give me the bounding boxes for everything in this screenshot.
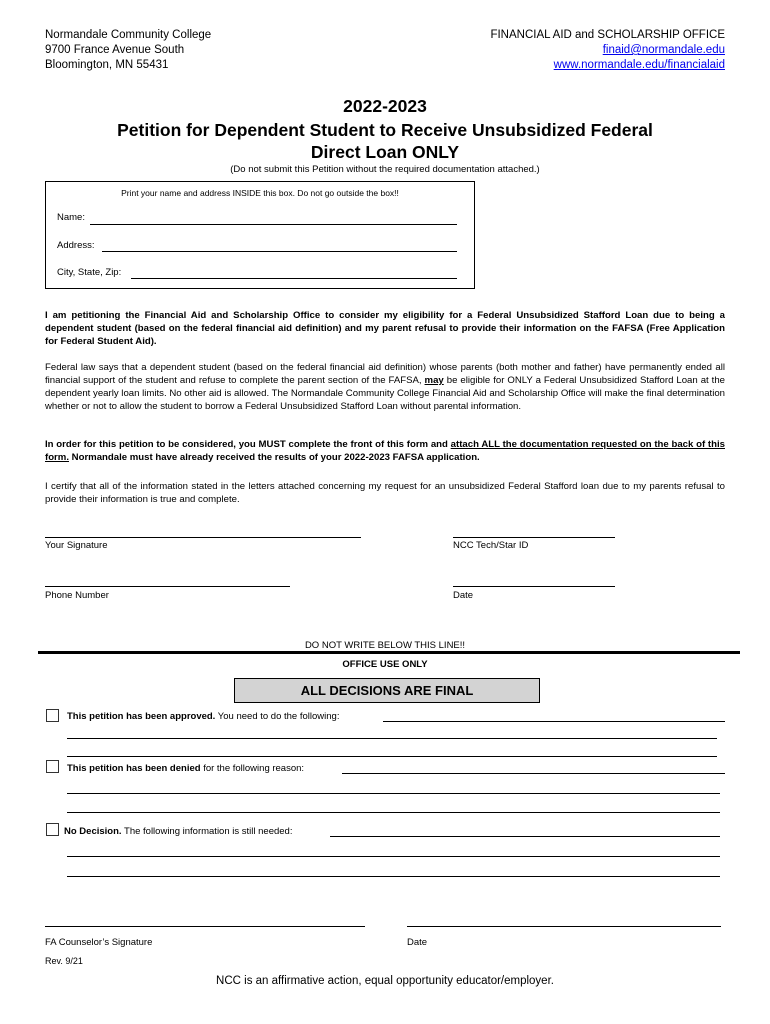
denied-label [67,763,304,774]
your-signature-label: Your Signature [45,540,108,551]
email-link[interactable]: finaid@normandale.edu [602,44,725,56]
certification-statement: I certify that all of the information stated in the letters attached concerning my request for an unsubsidized Federal Stafford loan due to my parents refusal to provide their information is true and complete. [45,481,725,505]
phone-label: Phone Number [45,590,109,601]
date-line[interactable] [453,586,615,587]
approved-line-3[interactable] [67,756,717,757]
college-name: Normandale Community College [45,29,212,41]
no-decision-instruction: The following information is still needed: [124,826,293,837]
name-label: Name: [57,212,85,223]
consideration-paragraph [45,438,725,464]
eeo-statement: NCC is an affirmative action, equal opportunity educator/employer. [216,975,554,987]
approved-instruction: You need to do the following: [217,711,340,722]
no-decision-line-1[interactable] [330,836,720,837]
address-field[interactable] [102,251,457,252]
office-contact [490,28,725,73]
consideration-text-1: In order for this petition to be considered, you MUST complete the front of this form and [45,439,448,450]
denied-line-2[interactable] [67,793,720,794]
approved-bold: This petition has been approved. [67,711,216,722]
no-decision-label [64,826,292,837]
name-field[interactable] [90,224,457,225]
college-address [45,28,211,73]
counselor-signature-label: FA Counselor’s Signature [45,937,153,948]
decisions-final-box: ALL DECISIONS ARE FINAL [234,678,540,703]
address-box-instruction: Print your name and address INSIDE this box. Do not go outside the box!! [121,188,399,198]
no-decision-line-2[interactable] [67,856,720,857]
federal-law-text-1: Federal law says that a dependent student (based on the federal financial aid definition) whose parents (both mother and father) have permanently ended all financial support of the student and refuse to complete the parent section of the FAFSA, [45,362,725,386]
address-label: Address: [57,240,95,251]
documentation-note: (Do not submit this Petition without the required documentation attached.) [230,164,540,175]
city-address: Bloomington, MN 55431 [45,59,169,71]
tech-id-line[interactable] [453,537,615,538]
counselor-date-label: Date [407,937,428,948]
do-not-write-notice: DO NOT WRITE BELOW THIS LINE!! [304,640,466,651]
website-link[interactable]: www.normandale.edu/financialaid [553,59,725,71]
denied-bold: This petition has been denied [67,763,201,774]
federal-law-paragraph [45,361,725,413]
approved-line-1[interactable] [383,721,725,722]
petition-statement: I am petitioning the Financial Aid and Scholarship Office to consider my eligibility for a Federal Unsubsidized Stafford Loan due to being a dependent student (based on the federal financial aid definition) and my parent refusal to provide their information on the FAFSA (Free Application for Federal Student Aid). [45,310,725,347]
no-decision-checkbox[interactable] [46,823,59,836]
street-address: 9700 France Avenue South [45,44,185,56]
approved-checkbox[interactable] [46,709,59,722]
denied-line-3[interactable] [67,812,720,813]
counselor-date-line[interactable] [407,926,721,927]
consideration-attach: attach ALL the documentation requested on the back of this form. [45,439,725,463]
federal-law-may: may [424,375,444,386]
form-title-line1: Petition for Dependent Student to Receive Unsubsidized Federal [117,120,653,140]
tech-id-label: NCC Tech/Star ID [453,540,529,551]
consideration-text-2: Normandale must have already received the results of your 2022-2023 FAFSA application. [71,452,480,463]
no-decision-bold: No Decision. [64,826,122,837]
no-decision-line-3[interactable] [67,876,720,877]
revision-label: Rev. 9/21 [45,956,83,966]
approved-label [67,711,339,722]
city-state-zip-field[interactable] [131,278,457,279]
city-label: City, State, Zip: [57,267,122,278]
denied-instruction: for the following reason: [203,763,305,774]
denied-line-1[interactable] [342,773,725,774]
date-label: Date [453,590,474,601]
denied-checkbox[interactable] [46,760,59,773]
office-use-only: OFFICE USE ONLY [342,659,428,670]
approved-line-2[interactable] [67,738,717,739]
form-title-line2: Direct Loan ONLY [310,142,460,162]
office-name: FINANCIAL AID and SCHOLARSHIP OFFICE [490,29,725,41]
cut-line [38,651,740,654]
federal-law-text-2: be eligible for ONLY a Federal Unsubsidized Stafford Loan at the dependent yearly loan limits. No other aid is allowed. The Normandale Community College Financial Aid and Scholarship Office will make the final determination whether or not to allow the student to borrow a Federal Unsubsidized Stafford Loan without parental information. [45,375,726,412]
phone-line[interactable] [45,586,290,587]
form-year: 2022-2023 [343,96,427,116]
counselor-signature-line[interactable] [45,926,365,927]
signature-line[interactable] [45,537,361,538]
